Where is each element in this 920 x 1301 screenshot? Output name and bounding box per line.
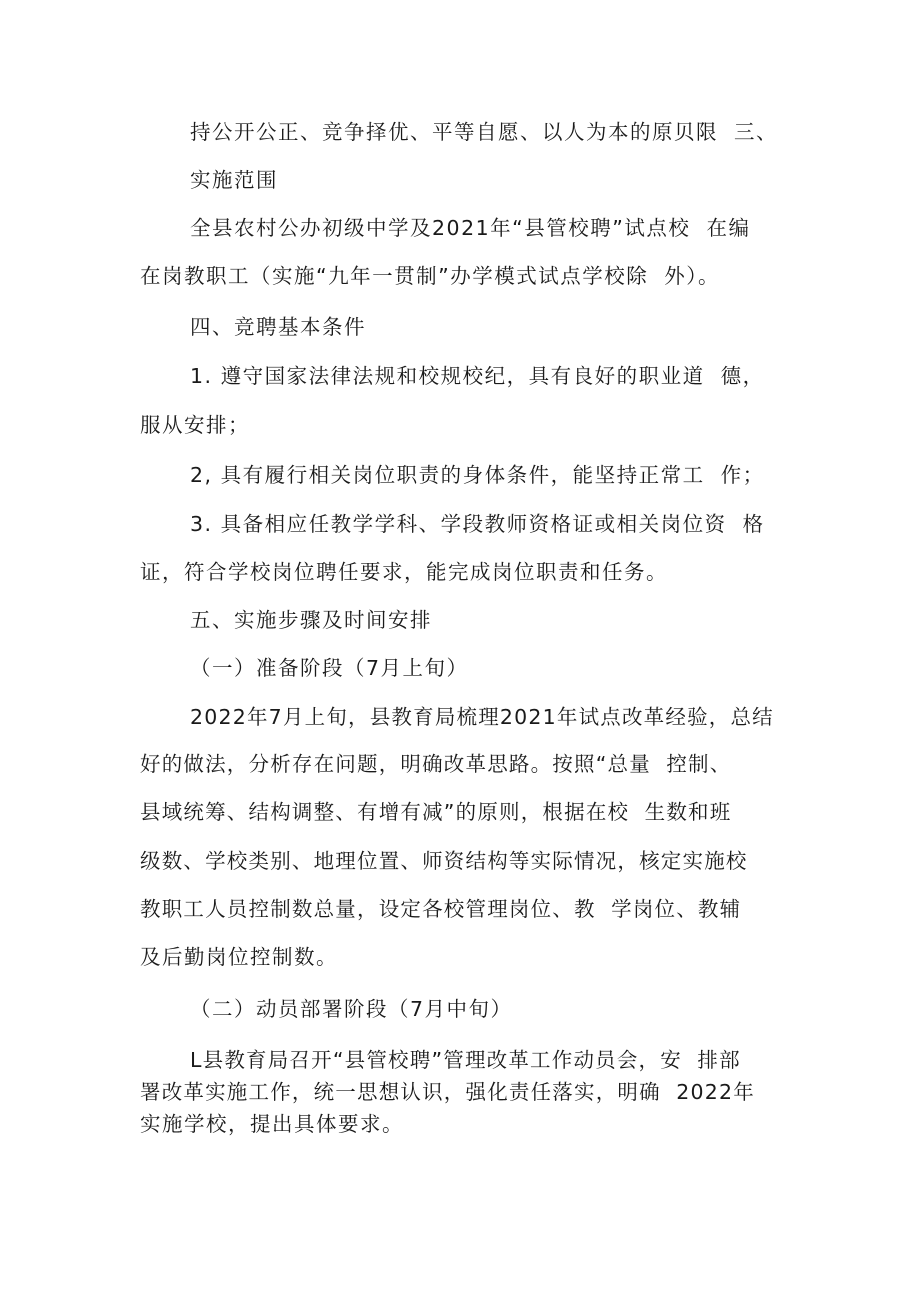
text-line-15: 县域统筹、结构调整、有增有减”的原则，根据在校 生数和班	[140, 800, 732, 824]
section-heading-5: 五、实施步骤及时间安排	[190, 608, 432, 632]
text-line-9: 3. 具备相应任教学学科、学段教师资格证或相关岗位资 格	[190, 512, 765, 536]
section-heading-4: 四、竞聘基本条件	[190, 315, 366, 339]
text-line-8: 2, 具有履行相关岗位职责的身体条件，能坚持正常工 作；	[190, 463, 765, 487]
text-line-21: 署改革实施工作，统一思想认识，强化责任落实，明确 2022年	[140, 1080, 755, 1104]
text-line-7: 服从安排；	[140, 413, 250, 437]
text-line-14: 好的做法，分析存在问题，明确改革思路。按照“总量 控制、	[140, 752, 732, 776]
text-line-16: 级数、学校类别、地理位置、师资结构等实际情况，核定实施校	[140, 849, 748, 873]
text-line-17: 教职工人员控制数总量，设定各校管理岗位、教 学岗位、教辅	[140, 897, 742, 921]
text-line-18: 及后勤岗位控制数。	[140, 945, 338, 969]
text-line-3: 全县农村公办初级中学及2021年“县管校聘”试点校 在编	[190, 216, 751, 240]
text-line-10: 证，符合学校岗位聘任要求，能完成岗位职责和任务。	[140, 560, 668, 584]
text-line-20: L县教育局召开“县管校聘”管理改革工作动员会，安 排部	[190, 1048, 741, 1072]
text-line-2: 实施范围	[190, 168, 278, 192]
text-line-13: 2022年7月上旬，县教育局梳理2021年试点改革经验，总结	[190, 705, 774, 729]
subsection-heading-1: （一）准备阶段（7月上旬）	[190, 656, 469, 680]
text-line-4: 在岗教职工（实施“九年一贯制”办学模式试点学校除 外）。	[140, 264, 721, 288]
subsection-heading-2: （二）动员部署阶段（7月中旬）	[190, 997, 513, 1021]
text-line-6: 1. 遵守国家法律法规和校规校纪，具有良好的职业道 德，	[190, 364, 765, 388]
text-line-22: 实施学校，提出具体要求。	[140, 1112, 404, 1136]
text-line-1: 持公开公正、竞争择优、平等自愿、以人为本的原贝限 三、	[190, 120, 779, 144]
